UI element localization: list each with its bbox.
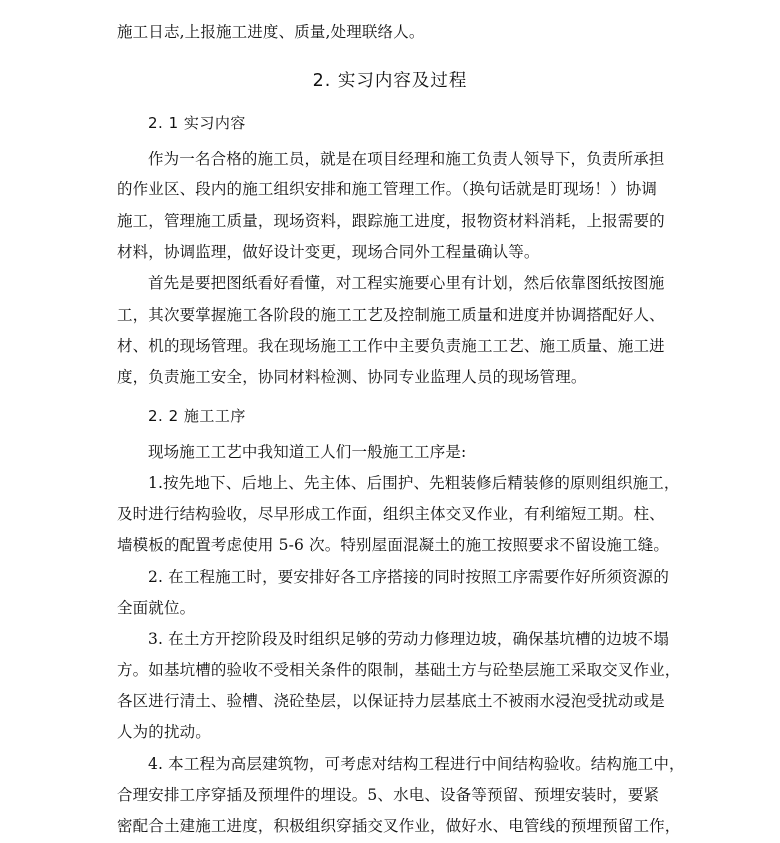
paragraph-line: 现场施工工艺中我知道工人们一般施工工序是: [148, 443, 467, 461]
paragraph-line: 的作业区、段内的施工组织安排和施工管理工作。（换句话就是盯现场！）协调 [117, 180, 658, 198]
paragraph-line: 首先是要把图纸看好看懂，对工程实施要心里有计划，然后依靠图纸按图施 [148, 274, 665, 292]
paragraph-line: 2. 在工程施工时，要安排好各工序搭接的同时按照工序需要作好所须资源的 [148, 568, 669, 586]
paragraph-line: 施工，管理施工质量，现场资料，跟踪施工进度，报物资材料消耗，上报需要的 [117, 212, 665, 230]
paragraph-line: 各区进行清土、验槽、浇砼垫层，以保证持力层基底土不被雨水浸泡受扰动或是 [117, 692, 665, 710]
paragraph-line: 墙模板的配置考虑使用 5-6 次。特别屋面混凝土的施工按照要求不留设施工缝。 [117, 536, 670, 554]
paragraph-line: 人为的扰动。 [117, 723, 211, 741]
paragraph-line: 作为一名合格的施工员，就是在项目经理和施工负责人领导下，负责所承担 [148, 150, 665, 168]
paragraph-line: 1.按先地下、后地上、先主体、后围护、先粗装修后精装修的原则组织施工， [148, 474, 680, 492]
paragraph-line: 4. 本工程为高层建筑物，可考虑对结构工程进行中间结构验收。结构施工中， [148, 755, 685, 773]
section-heading: 2. 实习内容及过程 [312, 71, 468, 91]
paragraph-line: 材、机的现场管理。我在现场施工工作中主要负责施工工艺、施工质量、施工进 [117, 337, 665, 355]
paragraph-line: 3. 在土方开挖阶段及时组织足够的劳动力修理边坡，确保基坑槽的边坡不塌 [148, 630, 669, 648]
subsection-heading: 2. 1 实习内容 [148, 114, 246, 132]
paragraph-line: 方。如基坑槽的验收不受相关条件的限制，基础土方与砼垫层施工采取交叉作业， [117, 661, 681, 679]
paragraph-line: 施工日志,上报施工进度、质量,处理联络人。 [117, 23, 425, 41]
paragraph-line: 工，其次要掌握施工各阶段的施工工艺及控制施工质量和进度并协调搭配好人、 [117, 306, 665, 324]
paragraph-line: 材料，协调监理，做好设计变更，现场合同外工程量确认等。 [117, 243, 540, 261]
paragraph-line: 合理安排工序穿插及预埋件的埋设。5、水电、设备等预留、预埋安装时，要紧 [117, 786, 660, 804]
paragraph-line: 及时进行结构验收，尽早形成工作面，组织主体交叉作业，有利缩短工期。柱、 [117, 505, 665, 523]
subsection-heading: 2. 2 施工工序 [148, 407, 246, 425]
paragraph-line: 全面就位。 [117, 599, 196, 617]
paragraph-line: 密配合土建施工进度，积极组织穿插交叉作业，做好水、电管线的预埋预留工作， [117, 817, 681, 835]
paragraph-line: 度，负责施工安全，协同材料检测、协同专业监理人员的现场管理。 [117, 368, 587, 386]
